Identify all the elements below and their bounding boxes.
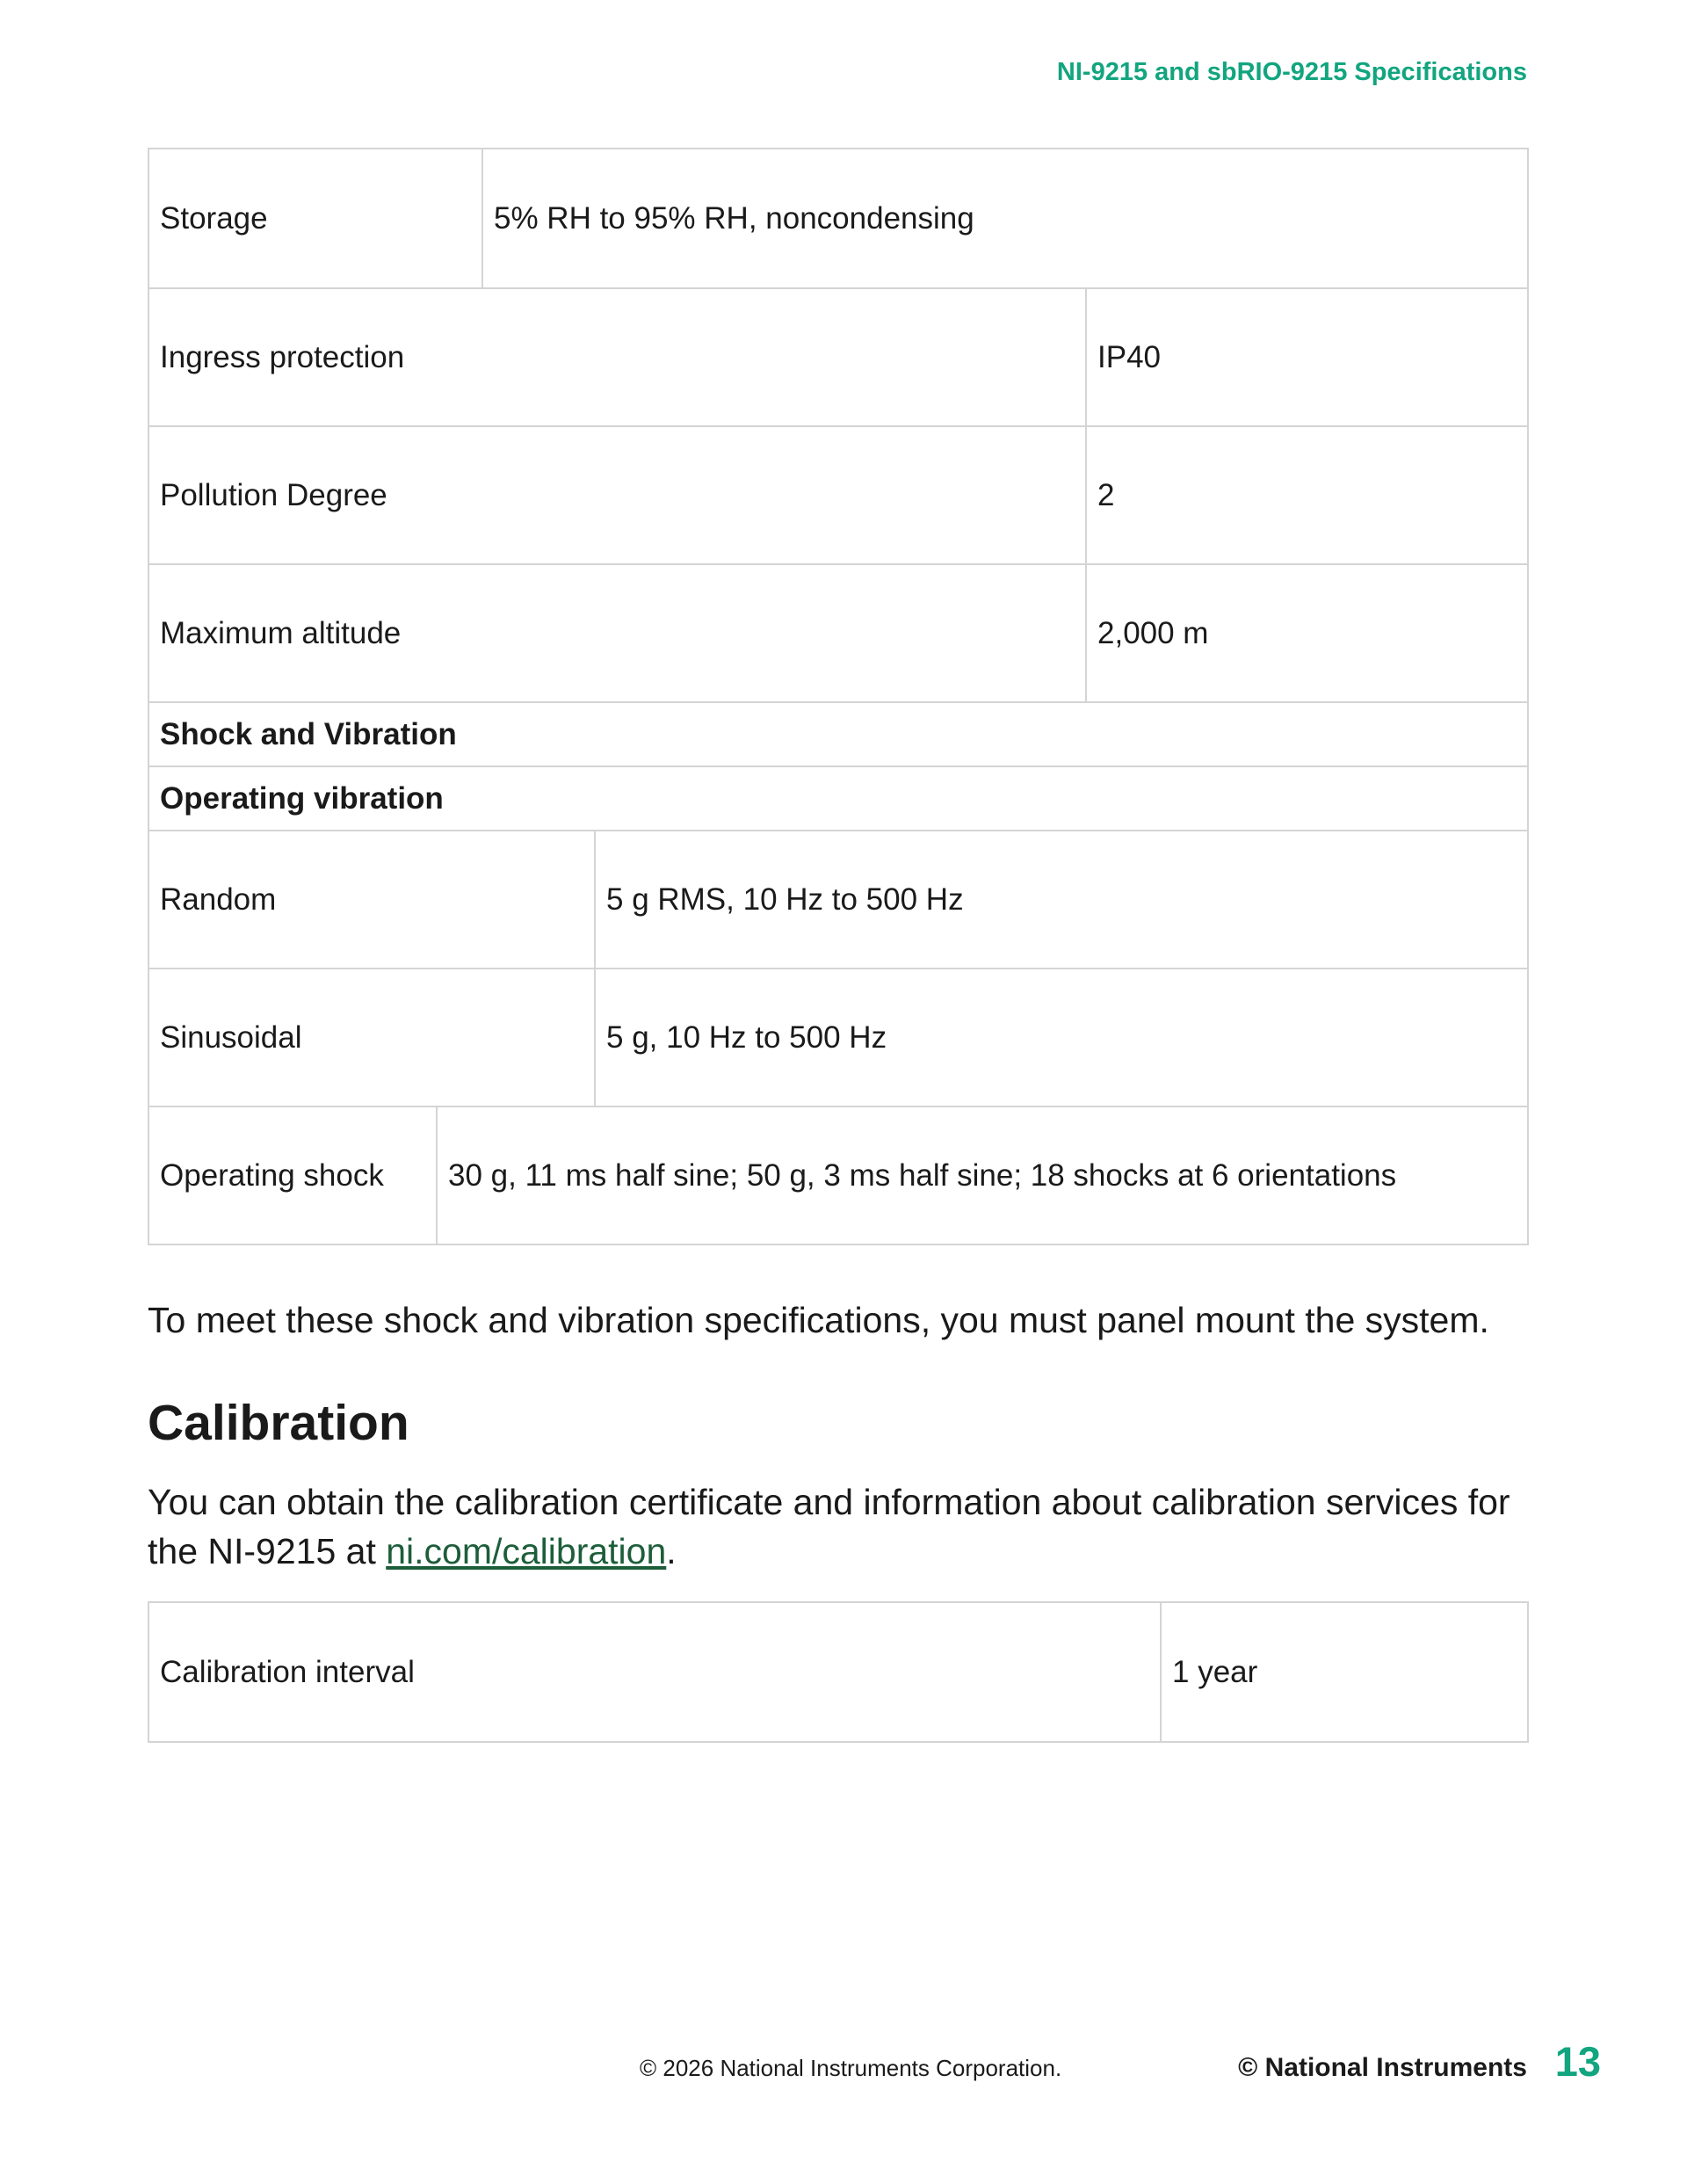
section-heading-calibration: Calibration: [148, 1395, 409, 1451]
section-heading: Operating vibration: [160, 780, 444, 816]
section-heading: Shock and Vibration: [160, 716, 457, 751]
table-row-calibration-interval: [149, 1603, 1527, 1741]
spec-label: Random: [160, 882, 277, 917]
table-row-storage: [149, 149, 1527, 287]
spec-value: 2,000 m: [1085, 565, 1527, 701]
calibration-paragraph: [148, 1477, 1536, 1576]
calibration-text-end: .: [666, 1531, 677, 1571]
table-row-random: [149, 830, 1527, 968]
spec-value: 2: [1085, 427, 1527, 563]
spec-value: 5% RH to 95% RH, noncondensing: [481, 149, 1527, 287]
calibration-text: You can obtain the calibration certificate and information about calibration services for the NI-9215 at: [148, 1482, 1510, 1571]
environmental-spec-table: [148, 148, 1529, 1245]
spec-label: Sinusoidal: [160, 1019, 302, 1055]
calibration-table: [148, 1601, 1529, 1743]
table-row-maximum-altitude: [149, 563, 1527, 701]
table-row-operating-shock: [149, 1106, 1527, 1244]
footer-brand: © National Instruments: [1238, 2053, 1527, 2082]
table-section-shock-and-vibration: [149, 701, 1527, 765]
spec-label: Storage: [160, 200, 268, 236]
spec-value: IP40: [1085, 289, 1527, 425]
spec-label: Ingress protection: [160, 339, 405, 374]
table-row-ingress-protection: [149, 287, 1527, 425]
table-row-pollution-degree: [149, 425, 1527, 563]
running-header-title: NI-9215 and sbRIO-9215 Specifications: [1056, 58, 1527, 86]
table-section-operating-vibration: [149, 765, 1527, 830]
footer-copyright: © 2026 National Instruments Corporation.: [640, 2055, 1062, 2081]
spec-label: Operating shock: [160, 1157, 384, 1193]
mounting-note: To meet these shock and vibration specifications, you must panel mount the system.: [148, 1300, 1489, 1340]
spec-label: Calibration interval: [160, 1654, 415, 1689]
spec-value: 5 g RMS, 10 Hz to 500 Hz: [594, 831, 1527, 968]
spec-label: Maximum altitude: [160, 615, 402, 650]
spec-value: 30 g, 11 ms half sine; 50 g, 3 ms half sine; 18 shocks at 6 orientations: [436, 1107, 1527, 1244]
calibration-link[interactable]: ni.com/calibration: [386, 1531, 667, 1571]
table-row-sinusoidal: [149, 968, 1527, 1106]
spec-value: 1 year: [1160, 1603, 1527, 1741]
page-number: 13: [1554, 2038, 1601, 2085]
spec-label: Pollution Degree: [160, 477, 387, 512]
spec-value: 5 g, 10 Hz to 500 Hz: [594, 969, 1527, 1106]
